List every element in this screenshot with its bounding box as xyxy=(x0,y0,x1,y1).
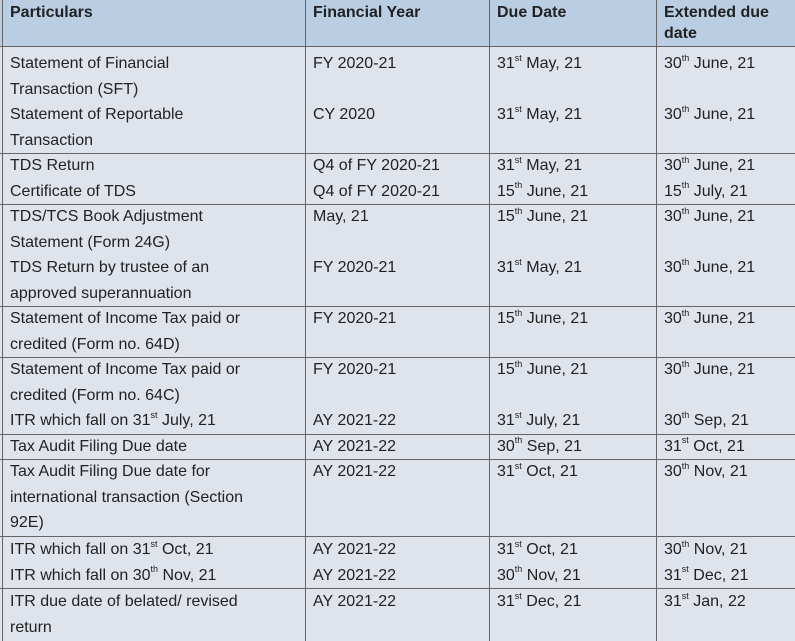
particulars-cell: ITR due date of belated/ revised xyxy=(10,593,238,610)
particulars-cell: ITR which fall on 31st Oct, 21 xyxy=(10,538,214,558)
particulars-cell: Tax Audit Filing Due date for xyxy=(10,463,211,480)
financial-year-cell: FY 2020-21 xyxy=(313,55,397,72)
financial-year-cell: FY 2020-21 xyxy=(313,259,397,276)
table-row xyxy=(0,153,795,179)
financial-year-cell: FY 2020-21 xyxy=(313,361,397,378)
due-date-cell: 15th June, 21 xyxy=(497,180,589,200)
extended-due-date-cell: 30th June, 21 xyxy=(664,358,756,378)
column-divider xyxy=(305,0,306,641)
financial-year-cell: AY 2021-22 xyxy=(313,541,397,558)
extended-due-date-cell: 31st Oct, 21 xyxy=(664,435,745,455)
extended-due-date-cell: 30th Nov, 21 xyxy=(664,460,748,480)
extended-due-date-cell: 30th June, 21 xyxy=(664,154,756,174)
financial-year-cell: AY 2021-22 xyxy=(313,412,397,429)
header-due-date: Due Date xyxy=(497,4,567,21)
table-group xyxy=(0,204,795,307)
extended-due-date-cell: 30th June, 21 xyxy=(664,103,756,123)
table-row xyxy=(0,589,795,640)
due-date-cell: 31st May, 21 xyxy=(497,52,582,72)
extended-due-date-cell: 15th July, 21 xyxy=(664,180,748,200)
table-group xyxy=(0,357,795,435)
header-extended-due-date-line2: date xyxy=(664,25,697,42)
particulars-cell: return xyxy=(10,618,52,636)
extended-due-date-cell: 30th June, 21 xyxy=(664,52,756,72)
due-date-cell: 30th Nov, 21 xyxy=(497,564,581,584)
extended-due-date-cell: 31st Dec, 21 xyxy=(664,564,749,584)
particulars-cell: TDS Return by trustee of an xyxy=(10,259,210,276)
due-date-cell: 31st July, 21 xyxy=(497,409,581,429)
financial-year-cell: AY 2021-22 xyxy=(313,593,397,610)
particulars-cell: Statement (Form 24G) xyxy=(10,233,171,251)
due-date-cell: 31st Dec, 21 xyxy=(497,590,582,610)
extended-due-date-cell: 30th June, 21 xyxy=(664,307,756,327)
financial-year-cell: Q4 of FY 2020-21 xyxy=(313,182,440,200)
table-row xyxy=(0,102,795,153)
table-row xyxy=(0,408,795,434)
particulars-cell: Statement of Financial xyxy=(10,55,170,72)
table-group xyxy=(0,459,795,537)
particulars-cell: approved superannuation xyxy=(10,284,192,302)
financial-year-cell: May, 21 xyxy=(313,208,369,225)
table-row xyxy=(0,306,795,357)
header-financial-year: Financial Year xyxy=(313,4,421,21)
financial-year-cell: AY 2021-22 xyxy=(313,566,397,584)
table-group xyxy=(0,306,795,358)
particulars-cell: ITR which fall on 31st July, 21 xyxy=(10,409,216,429)
table-row xyxy=(0,434,795,460)
extended-due-date-cell: 30th June, 21 xyxy=(664,256,756,276)
extended-due-date-cell: 31st Jan, 22 xyxy=(664,590,746,610)
header-extended-due-date-line1: Extended due xyxy=(664,4,769,21)
table-row xyxy=(0,357,795,408)
particulars-cell: Certificate of TDS xyxy=(10,182,136,200)
financial-year-cell: FY 2020-21 xyxy=(313,310,397,327)
column-divider xyxy=(489,0,490,641)
extended-due-date-cell: 30th Sep, 21 xyxy=(664,409,749,429)
table-row xyxy=(0,255,795,306)
financial-year-cell: Q4 of FY 2020-21 xyxy=(313,157,440,174)
table-row xyxy=(0,179,795,205)
table-header xyxy=(0,0,795,47)
table-group xyxy=(0,51,795,154)
financial-year-cell: AY 2021-22 xyxy=(313,463,397,480)
due-date-cell: 31st May, 21 xyxy=(497,256,582,276)
particulars-cell: Statement of Income Tax paid or xyxy=(10,361,241,378)
financial-year-cell: CY 2020 xyxy=(313,106,375,123)
table-row xyxy=(0,459,795,536)
due-date-cell: 15th June, 21 xyxy=(497,358,589,378)
table-group xyxy=(0,589,795,641)
due-date-cell: 31st May, 21 xyxy=(497,154,582,174)
due-date-cell: 31st Oct, 21 xyxy=(497,538,578,558)
extended-due-date-cell: 30th Nov, 21 xyxy=(664,538,748,558)
table-row xyxy=(0,563,795,589)
due-date-cell: 15th June, 21 xyxy=(497,307,589,327)
table-row xyxy=(0,51,795,102)
table-group xyxy=(0,153,795,205)
particulars-cell: Transaction xyxy=(10,131,93,149)
column-divider xyxy=(2,0,3,641)
particulars-cell: credited (Form no. 64C) xyxy=(10,386,180,404)
table-group xyxy=(0,537,795,589)
due-date-cell: 30th Sep, 21 xyxy=(497,435,582,455)
due-date-cell: 31st Oct, 21 xyxy=(497,460,578,480)
particulars-cell: Tax Audit Filing Due date xyxy=(10,437,187,455)
due-date-cell: 15th June, 21 xyxy=(497,205,589,225)
particulars-cell: TDS Return xyxy=(10,157,95,174)
table-group xyxy=(0,434,795,461)
particulars-cell: international transaction (Section xyxy=(10,488,244,506)
particulars-cell: credited (Form no. 64D) xyxy=(10,335,180,353)
particulars-cell: Statement of Reportable xyxy=(10,106,184,123)
particulars-cell: TDS/TCS Book Adjustment xyxy=(10,208,203,225)
column-divider xyxy=(656,0,657,641)
table-row xyxy=(0,537,795,563)
particulars-cell: Transaction (SFT) xyxy=(10,80,139,98)
financial-year-cell: AY 2021-22 xyxy=(313,437,397,455)
particulars-cell: 92E) xyxy=(10,514,44,531)
extended-due-date-cell: 30th June, 21 xyxy=(664,205,756,225)
header-particulars: Particulars xyxy=(10,4,93,21)
table-row xyxy=(0,204,795,255)
particulars-cell: ITR which fall on 30th Nov, 21 xyxy=(10,564,217,584)
particulars-cell: Statement of Income Tax paid or xyxy=(10,310,241,327)
due-date-cell: 31st May, 21 xyxy=(497,103,582,123)
